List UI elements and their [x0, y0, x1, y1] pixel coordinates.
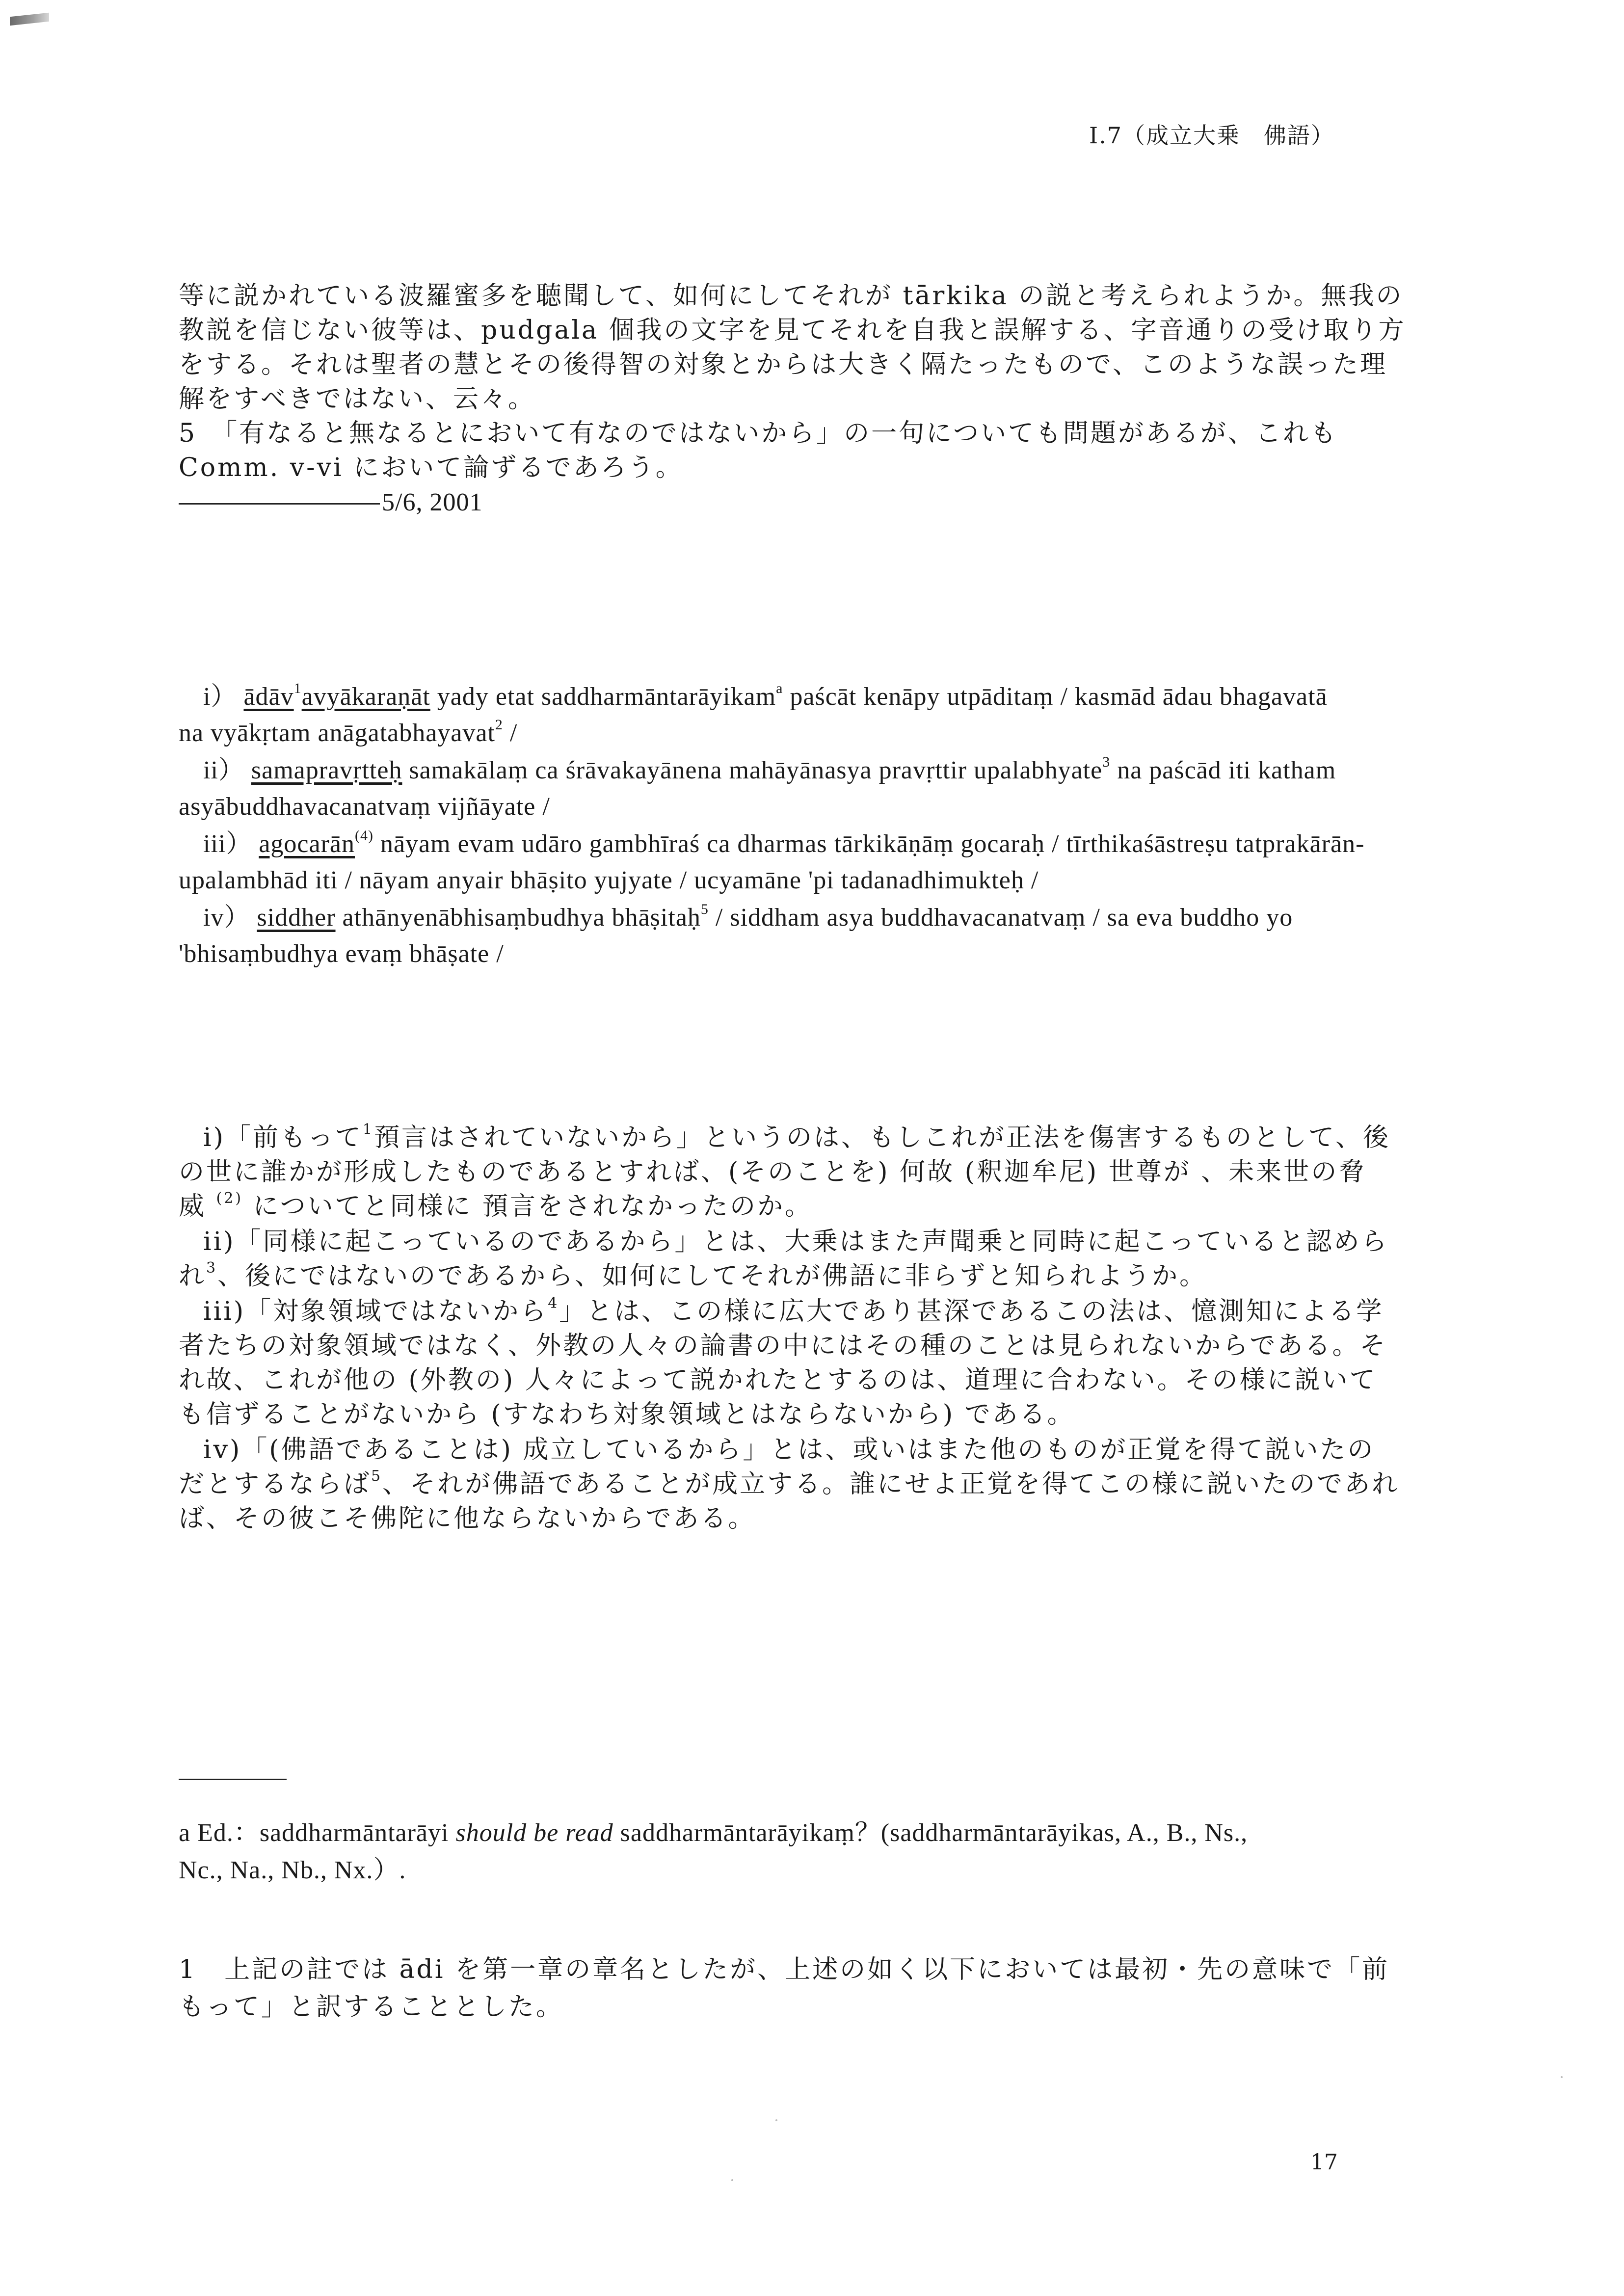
- translation-block: [179, 1121, 1400, 1536]
- page-number: 17: [1310, 2150, 1338, 2175]
- text-line: をする。それは聖者の慧とその後得智の対象とからは大きく隔たったもので、このような誤った理: [179, 350, 1387, 379]
- item-number: ii）: [203, 756, 244, 784]
- footnote-1-line-2: もって」と訳することとした。: [179, 1992, 564, 2022]
- text-run: 預言はされていないから」というのは、もしこれが正法を傷害するものとして、後: [374, 1123, 1390, 1152]
- footnote-ref: a: [776, 680, 783, 696]
- footnote-ref: 3: [206, 1259, 218, 1277]
- sanskrit-ii-line-1: [179, 753, 1337, 788]
- text-line: 教説を信じない彼等は、pudgala 個我の文字を見てそれを自我と誤解する、字音通りの受け取り方: [179, 316, 1406, 345]
- text-run: athānyenābhisaṃbudhya bhāṣitaḥ: [335, 904, 701, 932]
- text-run: saddharmāntarāyikaṃ？(saddharmāntarāyikas, A., B., Ns.,: [613, 1819, 1248, 1847]
- scan-artifact-mark: [10, 13, 49, 26]
- sanskrit-i-line-2: [179, 716, 1337, 750]
- sanskrit-iv-line-1: [179, 901, 1337, 935]
- footnote-ref: (2): [216, 1190, 243, 1207]
- keyword: samapravṛtteḥ: [251, 756, 402, 784]
- text-run: 」とは、この様に広大であり甚深であるこの法は、憶測知による学: [559, 1297, 1384, 1326]
- item-number: i）: [203, 683, 237, 711]
- text-run: a Ed.：saddharmāntarāyi: [179, 1819, 456, 1847]
- text-run: yady etat saddharmāntarāyikam: [430, 683, 776, 711]
- scan-speck: [731, 2179, 733, 2181]
- date-text: 5/6, 2001: [382, 488, 483, 516]
- footnote-ref: 4: [548, 1295, 559, 1312]
- sanskrit-iv-line-2: 'bhisaṃbudhya evaṃ bhāṣate /: [179, 940, 504, 968]
- footnote-ref: 5: [700, 901, 709, 917]
- note-5-line-2: Comm. v-vi において論ずるであろう。: [179, 453, 683, 482]
- footnote-rule: [179, 1779, 287, 1780]
- footnote-ref: 2: [495, 717, 503, 733]
- item-number: iv）: [203, 904, 250, 932]
- translation-i-line-1: [179, 1121, 1390, 1155]
- text-run: 、それが佛語であることが成立する。誰にせよ正覚を得てこの様に説いたのであれ: [382, 1469, 1400, 1499]
- translation-iii-line-4: も信ずることがないから (すなわち対象領域とはならないから) である。: [179, 1400, 1075, 1429]
- footnote-1: [179, 1952, 1390, 2024]
- text-run: 、後にではないのであるから、如何にしてそれが佛語に非らずと知られようか。: [217, 1261, 1207, 1291]
- scan-speck: [1561, 2076, 1563, 2078]
- text-run: nāyam evam udāro gambhīraś ca dharmas tārkikāṇāṃ gocaraḥ / tīrthikaśāstreṣu tatprakārān-: [373, 830, 1365, 858]
- text-run: 威: [179, 1192, 216, 1221]
- date-line: [179, 485, 1337, 519]
- translation-iv-line-3: ば、その彼こそ佛陀に他ならないからである。: [179, 1504, 756, 1533]
- footnote-ref: (4): [354, 828, 373, 844]
- footnote-a-line-2: Nc., Na., Nb., Nx.）.: [179, 1856, 406, 1884]
- translation-i-line-3: [179, 1189, 1337, 1224]
- translation-ii-line-1: ii)「同様に起こっているのであるから」とは、大乗はまた声聞乗と同時に起こっていると認めら: [203, 1227, 1389, 1256]
- text-run: についてと同様に 預言をされなかったのか。: [243, 1192, 813, 1221]
- italic-run: should be read: [455, 1819, 613, 1847]
- footnote-ref: 5: [371, 1468, 383, 1485]
- note-5-line-1: 5 「有なると無なるとにおいて有なのではないから」の一句についても問題があるが、これも: [179, 419, 1338, 448]
- item-number: iii）: [203, 830, 252, 858]
- scan-speck: [775, 2119, 777, 2121]
- keyword: agocarān: [259, 830, 355, 858]
- text-run: だとするならば: [179, 1469, 372, 1499]
- text-run: na paścād iti katham: [1110, 756, 1336, 784]
- text-run: / siddham asya buddhavacanatvaṃ / sa eva buddho yo: [708, 904, 1293, 932]
- text-run: samakālaṃ ca śrāvakayānena mahāyānasya pravṛttir upalabhyate: [402, 756, 1103, 784]
- footnote-ref: 1: [293, 680, 302, 696]
- text-run: i)「前もって: [203, 1123, 363, 1152]
- text-run: れ: [179, 1261, 207, 1291]
- translation-iii-line-1: [179, 1294, 1384, 1329]
- sanskrit-block: [179, 680, 1365, 971]
- text-line: 解をすべきではない、云々。: [179, 384, 535, 414]
- text-run: paścāt kenāpy utpāditaṃ / kasmād ādau bhagavatā: [783, 683, 1328, 711]
- translation-iii-line-2: 者たちの対象領域ではなく、外教の人々の論書の中にはその種のことは見られないからである。そ: [179, 1331, 1387, 1361]
- footnote-a: [179, 1816, 1337, 1888]
- keyword: ādāv: [243, 683, 294, 711]
- translation-iv-line-2: [179, 1467, 1400, 1501]
- translation-i-line-2: の世に誰かが形成したものであるとすれば、(そのことを) 何故 (釈迦牟尼) 世尊が 、未来世の脅: [179, 1157, 1366, 1187]
- sanskrit-i-line-1: [179, 680, 1337, 714]
- footnote-ref: 3: [1102, 754, 1111, 770]
- footnote-1-line-1: 1 上記の註では ādi を第一章の章名としたが、上述の如く以下においては最初・先の意味で「前: [179, 1955, 1390, 1984]
- upper-paragraph: [179, 279, 1406, 519]
- sanskrit-iii-line-1: [179, 827, 1365, 861]
- text-run: na vyākṛtam anāgatabhayavat: [179, 719, 495, 747]
- dash-rule: [179, 503, 380, 505]
- footnote-a-line-1: [179, 1816, 1337, 1850]
- text-run: /: [503, 719, 518, 747]
- keyword: siddher: [257, 904, 336, 932]
- translation-iv-line-1: iv)「(佛語であることは) 成立しているから」とは、或いはまた他のものが正覚を得て説いたの: [203, 1435, 1375, 1465]
- sanskrit-iii-line-2: upalambhād iti / nāyam anyair bhāṣito yujyate / ucyamāne 'pi tadanadhimukteḥ /: [179, 866, 1039, 894]
- keyword: avyākaraṇāt: [301, 683, 430, 711]
- running-header: I.7（成立大乗 佛語）: [1089, 122, 1334, 149]
- footnote-ref: 1: [362, 1121, 374, 1138]
- text-line: 等に説かれている波羅蜜多を聴聞して、如何にしてそれが tārkika の説と考えられようか。無我の: [179, 281, 1404, 311]
- translation-iii-line-3: れ故、これが他の (外教の) 人々によって説かれたとするのは、道理に合わない。その様に説いて: [179, 1365, 1377, 1395]
- sanskrit-ii-line-2: asyābuddhavacanatvaṃ vijñāyate /: [179, 793, 550, 821]
- translation-ii-line-2: [179, 1259, 1337, 1293]
- text-run: iii)「対象領域ではないから: [203, 1297, 548, 1326]
